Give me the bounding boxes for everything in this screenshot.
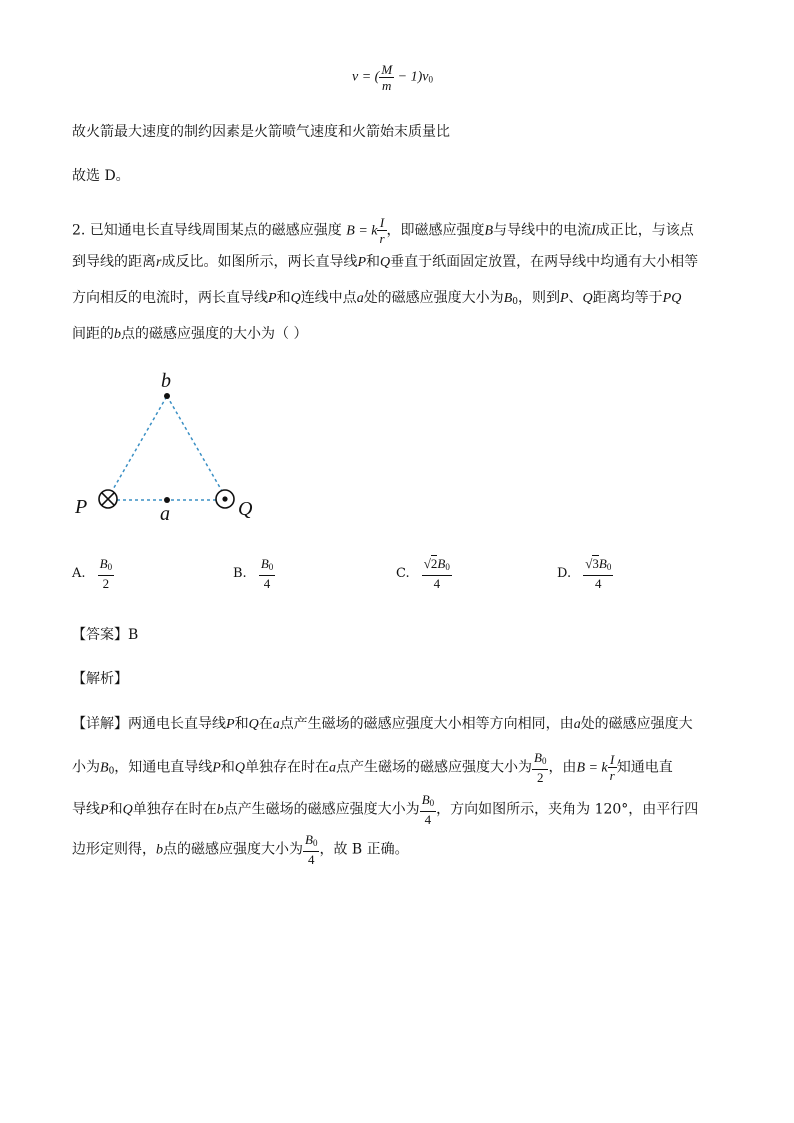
question-line-4: 间距的b点的磁感应强度的大小为（ ）: [72, 326, 308, 342]
line-p-b: [108, 396, 167, 498]
detail-frac-b0-4-b: $\frac{B_0}{4}$: [305, 832, 318, 867]
detail-frac-i-r: $\frac{I}{r}$: [609, 752, 615, 783]
detail-line-2: 小为$B_0$，知通电直导线P和Q单独存在时在a点产生磁场的磁感应强度大小为 $\frac{B_0}{2}$ ，由B = k $\frac{I}{r}$ 知通电直: [72, 750, 673, 785]
question-line-3: 方向相反的电流时，两长直导线P和Q连线中点a处的磁感应强度大小为$B_0$，则到P、Q距离均等于PQ: [72, 290, 682, 307]
question-formula-frac: $\frac{I}{r}$: [379, 215, 385, 246]
option-b[interactable]: [233, 556, 275, 591]
line-b-q: [167, 396, 226, 498]
option-b-label: B.: [233, 566, 247, 581]
question-line-2: 到导线的距离r成反比。如图所示，两长直导线P和Q垂直于纸面固定放置，在两导线中均通有大小相等: [72, 254, 699, 270]
wire-q-out-of-page-icon: [216, 490, 234, 508]
option-c[interactable]: [396, 556, 452, 591]
answer-tag: 【答案】: [72, 627, 128, 643]
detail-frac-b0-4-a: $\frac{B_0}{4}$: [421, 792, 435, 827]
label-q: Q: [238, 498, 253, 520]
formula-top: v = ( $\frac{M}{m}$ − $1)v_0$: [352, 62, 433, 93]
option-c-label: C.: [396, 566, 410, 581]
analysis-tag: 【解析】: [72, 671, 128, 687]
label-b: b: [161, 370, 171, 392]
wire-p-into-page-icon: [99, 490, 117, 508]
formula-frac: $\frac{M}{m}$: [381, 62, 393, 93]
text-line-1: 故火箭最大速度的制约因素是火箭喷气速度和火箭始末质量比: [72, 124, 450, 140]
sqrt-icon: √: [423, 556, 431, 571]
sqrt-icon: √: [585, 556, 593, 571]
point-b: [164, 393, 170, 399]
option-c-value: $\frac{√2B_0}{4}$: [423, 556, 450, 591]
detail-line-3: 导线P和Q单独存在时在b点产生磁场的磁感应强度大小为 $\frac{B_0}{4}$ ，方向如图所示，夹角为 120°，由平行四: [72, 792, 699, 827]
detail-tag: 【详解】: [72, 716, 128, 732]
label-a: a: [160, 503, 170, 525]
text-line-2: 故选 D。: [72, 168, 130, 184]
figure-triangle: [70, 365, 270, 525]
option-d[interactable]: [557, 556, 613, 591]
option-b-value: $\frac{B_0}{4}$: [260, 556, 274, 591]
detail-line-1: 【详解】两通电长直导线P和Q在a点产生磁场的磁感应强度大小相等方向相同，由a处的磁感应强度大: [72, 716, 693, 732]
option-d-value: $\frac{√3B_0}{4}$: [585, 556, 612, 591]
detail-line-4: 边形定则得，b点的磁感应强度大小为 $\frac{B_0}{4}$ ，故 B 正确。: [72, 832, 409, 867]
option-a[interactable]: [72, 556, 114, 591]
detail-frac-b0-2: $\frac{B_0}{2}$: [533, 750, 547, 785]
label-p: P: [75, 496, 88, 518]
formula-lhs: v = (: [352, 69, 380, 85]
question-line-1: 2. 已知通电长直导线周围某点的磁感应强度 B = k $\frac{I}{r}$ ，即磁感应强度B与导线中的电流I成正比，与该点: [72, 215, 694, 246]
answer-line: [72, 625, 138, 645]
option-a-value: $\frac{B_0}{2}$: [99, 556, 113, 591]
option-d-label: D.: [557, 566, 572, 581]
answer-value: B: [128, 627, 139, 643]
option-a-label: A.: [72, 566, 86, 581]
analysis-line: [72, 669, 128, 689]
